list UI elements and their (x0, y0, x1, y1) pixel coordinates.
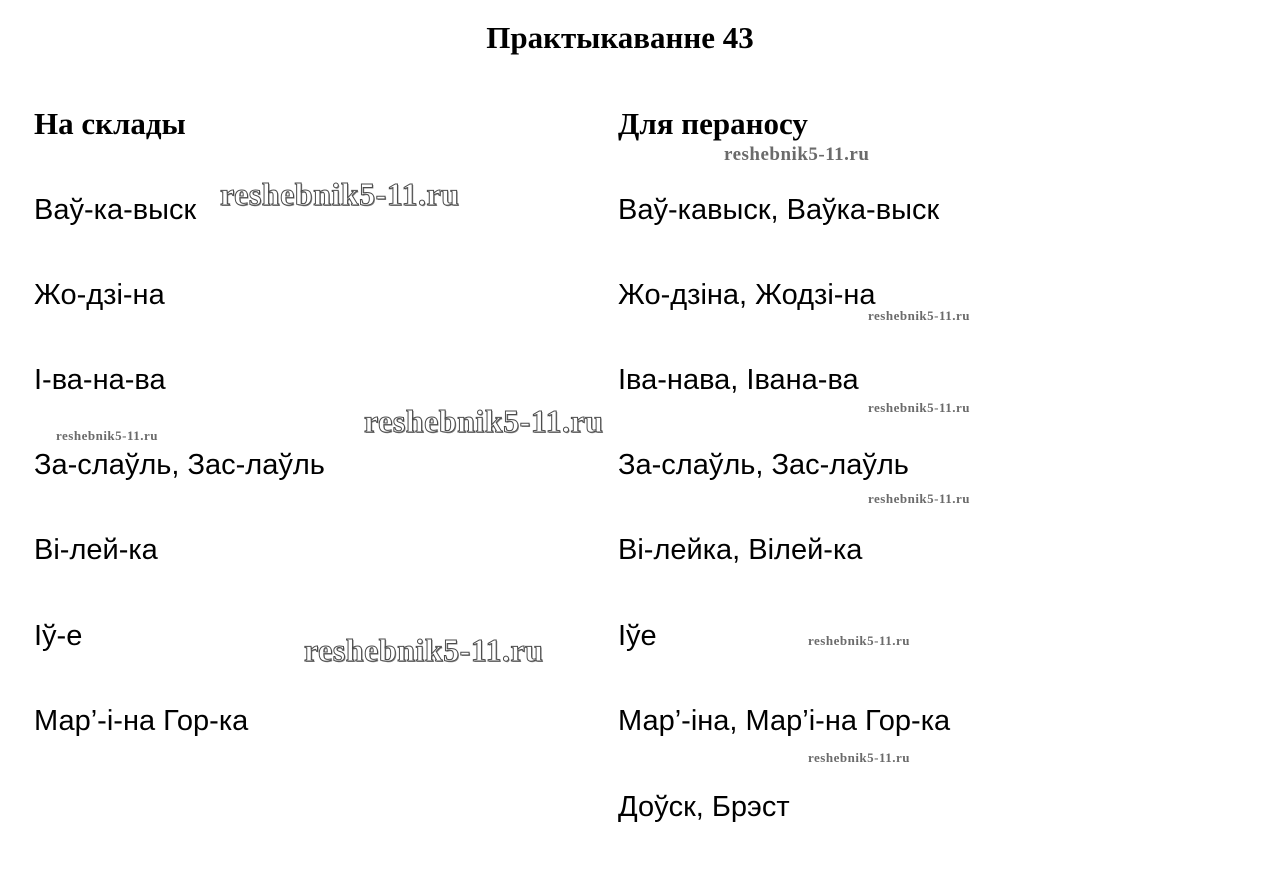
right-column-heading: Для пераносу (618, 106, 808, 141)
left-item: Мар’-і-на Гор-ка (34, 705, 249, 737)
watermark: reshebnik5-11.ru (724, 144, 870, 165)
left-item: Ваў-ка-выск (34, 194, 197, 226)
watermark: reshebnik5-11.ru (220, 176, 460, 212)
watermark: reshebnik5-11.ru (364, 403, 604, 439)
watermark: reshebnik5-11.ru (808, 750, 911, 765)
right-item: Ві-лейка, Вілей-ка (618, 534, 863, 566)
watermark: reshebnik5-11.ru (868, 400, 971, 415)
right-item: Іўе (618, 620, 657, 652)
watermark: reshebnik5-11.ru (56, 428, 159, 443)
watermark: reshebnik5-11.ru (808, 633, 911, 648)
left-item: Жо-дзі-на (34, 279, 165, 311)
left-item: І-ва-на-ва (34, 364, 166, 396)
right-item: Ваў-кавыск, Ваўка-выск (618, 194, 940, 226)
right-item: Мар’-іна, Мар’і-на Гор-ка (618, 705, 951, 737)
right-item: Іва-нава, Івана-ва (618, 364, 859, 396)
left-item: Ві-лей-ка (34, 534, 158, 566)
watermark: reshebnik5-11.ru (868, 491, 971, 506)
right-item: За-слаўль, Зас-лаўль (618, 449, 909, 481)
left-item: За-слаўль, Зас-лаўль (34, 449, 325, 481)
page-title: Практыкаванне 43 (486, 20, 754, 55)
left-item: Іў-е (34, 620, 83, 652)
right-item: Доўск, Брэст (618, 791, 790, 823)
left-column-heading: На склады (34, 106, 186, 141)
watermark: reshebnik5-11.ru (868, 308, 971, 323)
watermark: reshebnik5-11.ru (304, 632, 544, 668)
right-item: Жо-дзіна, Жодзі-на (618, 279, 876, 311)
